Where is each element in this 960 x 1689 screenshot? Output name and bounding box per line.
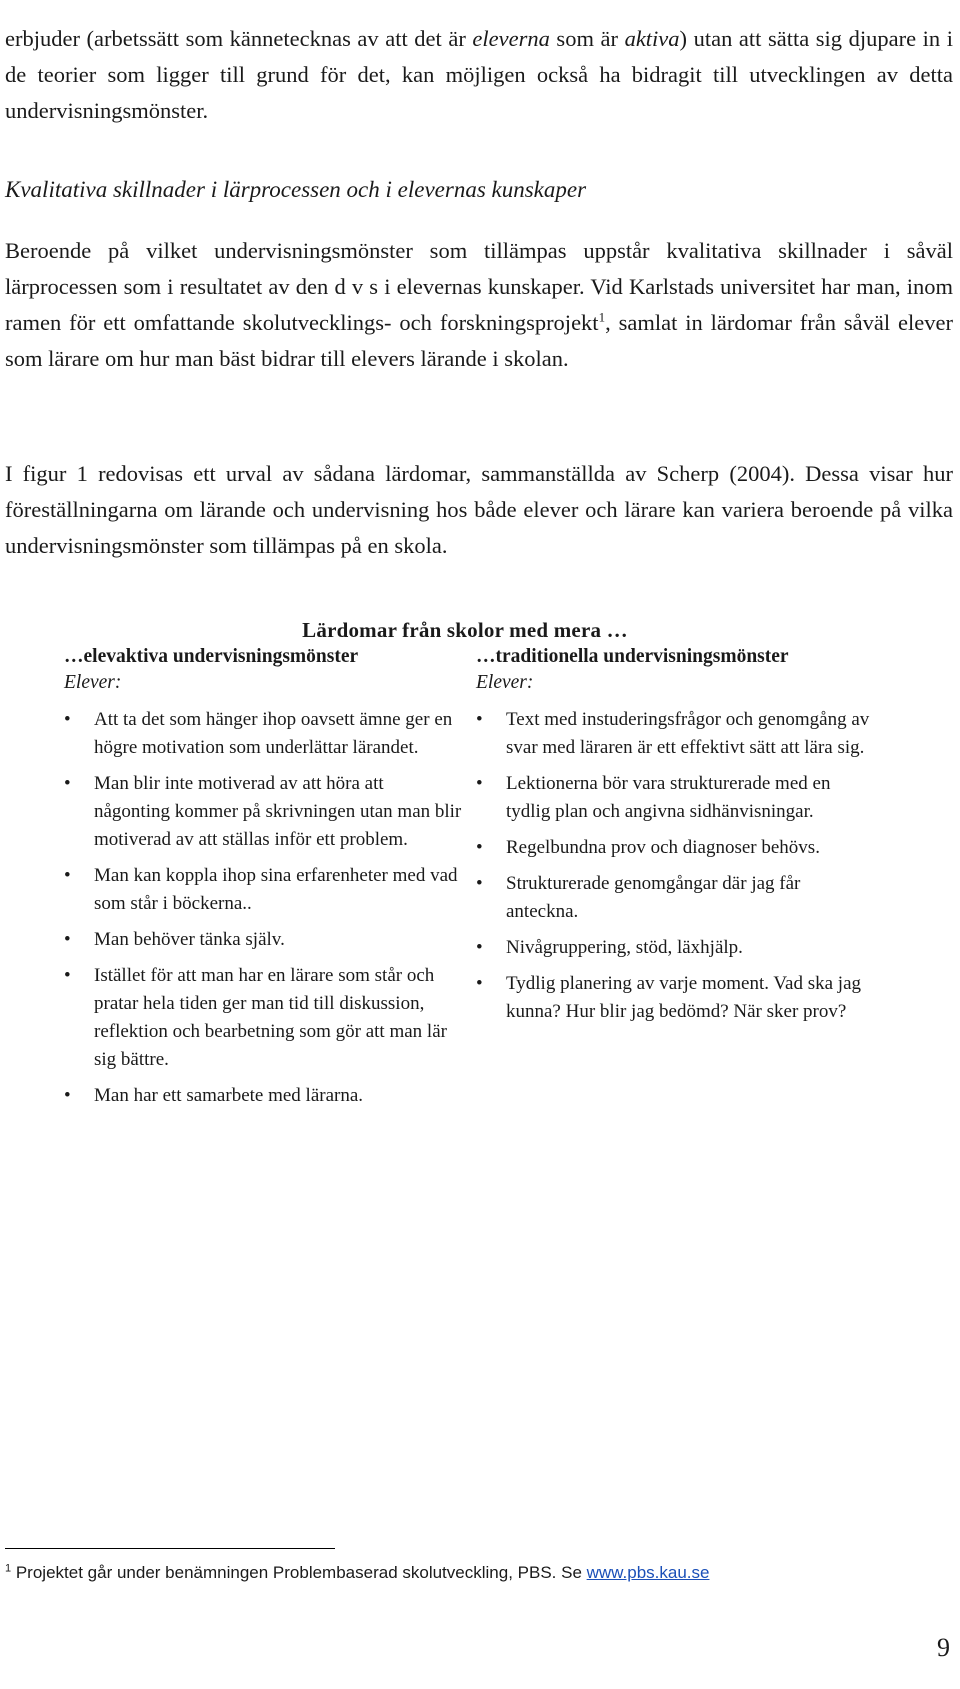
bullet-icon: • [476,837,483,858]
bullet-icon: • [476,937,483,958]
bullet-icon: • [476,873,483,894]
list-item [476,834,876,862]
footnote-reference[interactable]: 1 [598,309,606,325]
list-item [64,770,464,854]
list-item-text: Tydlig planering av varje moment. Vad ska jag kunna? Hur blir jag bedömd? När sker prov? [506,973,862,1022]
footnote-link[interactable]: www.pbs.kau.se [586,1563,710,1582]
list-item [64,962,464,1074]
list-item-text: Nivågruppering, stöd, läxhjälp. [506,937,743,958]
column-subheading-elever-right: Elever: [476,672,534,693]
list-item-text: Man har ett samarbete med lärarna. [94,1085,364,1106]
bullet-icon: • [64,773,71,794]
bullet-icon: • [64,929,71,950]
figure-title: Lärdomar från skolor med mera … [302,618,628,642]
column-subheading-elever-left: Elever: [64,672,122,693]
list-item [64,706,464,762]
body-paragraph-1-text: Beroende på vilket undervisningsmönster som tillämpas uppstår kvalitativa skillnader i såväl lärprocessen som i resultatet av den d v s i elevernas kunskaper. Vid Karlstads universitet har man, inom ramen för ett omfattande skolutvecklings- och forskningsprojekt [5,238,953,335]
bullet-icon: • [64,865,71,886]
bullet-icon: • [476,973,483,994]
column-traditionella [476,644,876,1034]
column-elevaktiva [64,644,464,1118]
bullet-icon: • [64,1085,71,1106]
intro-paragraph [5,21,953,129]
list-item [476,934,876,962]
footnote-divider [5,1548,335,1549]
list-item [64,926,464,954]
bullet-icon: • [64,709,71,730]
column-heading-traditionella: …traditionella undervisningsmönster [476,646,789,667]
page-number: 9 [937,1633,950,1662]
list-item [64,1082,464,1110]
list-item-text: Istället för att man har en lärare som står och pratar hela tiden ger man tid till diskussion, reflektion och bearbetning som gör att man lär sig bättre. [94,965,447,1070]
list-item [476,870,876,926]
list-item-text: Man blir inte motiverad av att höra att någonting kommer på skrivningen utan man blir motiverad av att ställas inför ett problem. [94,773,462,850]
bullet-icon: • [476,709,483,730]
body-paragraph-1-text-after: , samlat in lärdomar från såväl elever som lärare om hur man bäst bidrar till elevers lärande i skolan. [5,310,953,371]
list-item-text: Lektionerna bör vara strukturerade med en tydlig plan och angivna sidhänvisningar. [506,773,831,822]
column-heading-elevaktiva: …elevaktiva undervisningsmönster [64,646,359,667]
bullet-icon: • [64,965,71,986]
intro-text-2: som är [549,25,625,51]
list-item-text: Att ta det som hänger ihop oavsett ämne ger en högre motivation som underlättar lärandet. [94,709,453,758]
bullet-list-right [476,706,876,1026]
list-item [476,706,876,762]
intro-emphasis-aktiva: aktiva [624,25,680,51]
footnote-number: 1 [5,1562,12,1575]
footnote [5,1558,709,1588]
body-paragraph-2: I figur 1 redovisas ett urval av sådana lärdomar, sammanställda av Scherp (2004). Dessa visar hur föreställningarna om lärande och undervisning hos både elever och lärare kan variera beroende på vilka undervisningsmönster som tillämpas på en skola. [5,461,953,558]
section-heading: Kvalitativa skillnader i lärprocessen och i elevernas kunskaper [5,177,587,202]
list-item-text: Text med instuderingsfrågor och genomgång av svar med läraren är ett effektivt sätt att lära sig. [506,709,870,758]
list-item [64,862,464,918]
list-item [476,770,876,826]
bullet-icon: • [476,773,483,794]
footnote-text: Projektet går under benämningen Problembaserad skolutveckling, PBS. Se [11,1563,587,1582]
bullet-list-left [64,706,464,1110]
list-item-text: Strukturerade genomgångar där jag får anteckna. [506,873,801,922]
list-item [476,970,876,1026]
list-item-text: Regelbundna prov och diagnoser behövs. [506,837,820,858]
list-item-text: Man kan koppla ihop sina erfarenheter med vad som står i böckerna.. [94,865,458,914]
list-item-text: Man behöver tänka själv. [94,929,285,950]
intro-text-1: erbjuder (arbetssätt som kännetecknas av att det är [5,25,473,51]
intro-text-3: ) utan att sätta sig djupare in i de teorier som ligger till grund för det, kan möjligen också ha bidragit till utvecklingen av detta undervisningsmönster. [5,25,953,123]
body-paragraph-1 [5,233,953,377]
intro-emphasis-eleverna: eleverna [472,25,550,51]
